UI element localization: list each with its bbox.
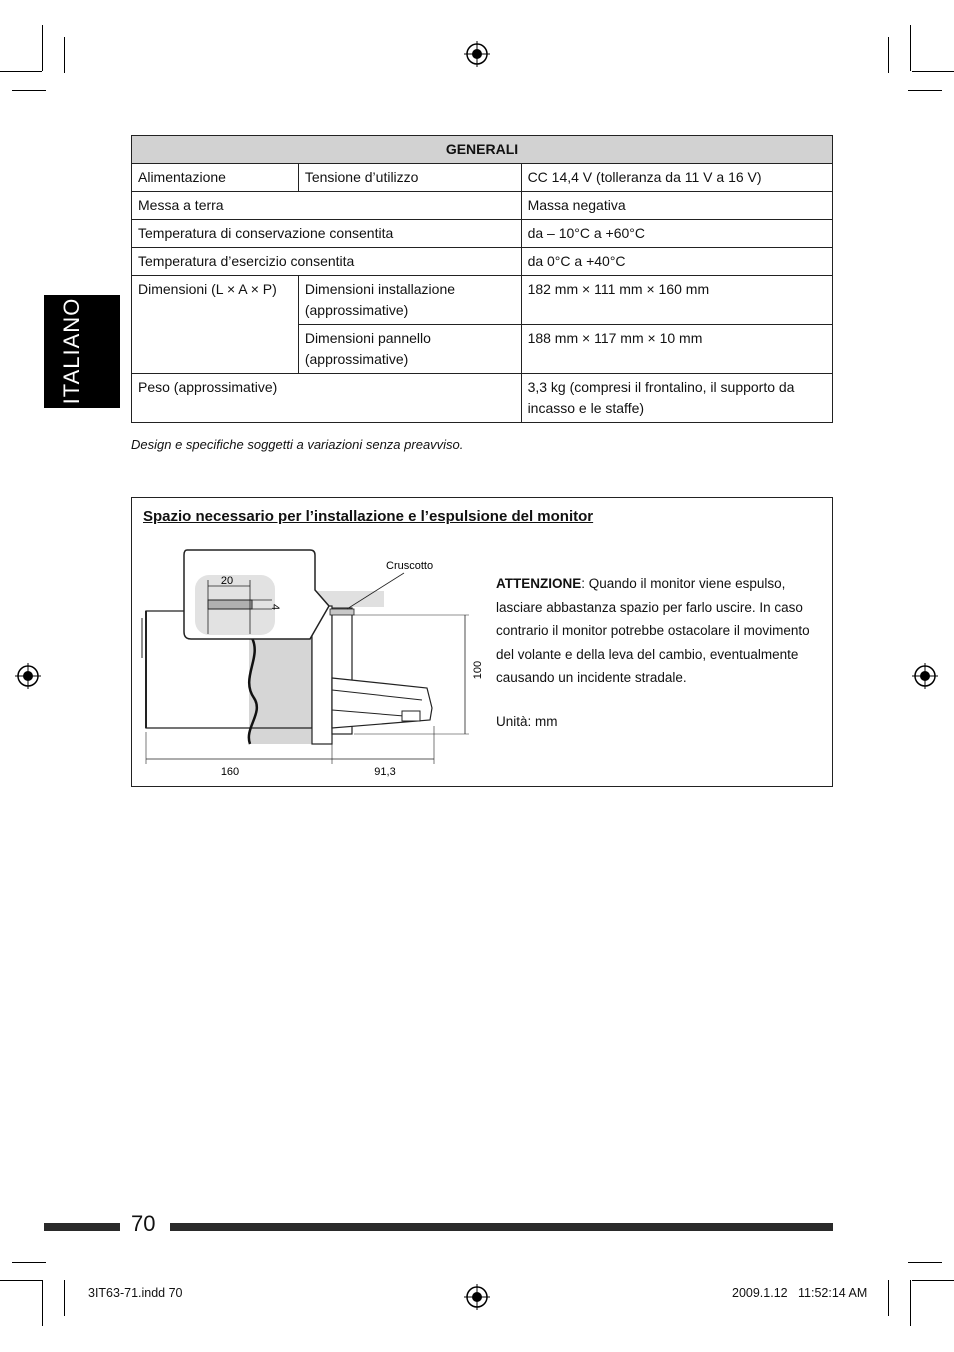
- diagram-hatch: [330, 609, 354, 615]
- table-cell: Tensione d’utilizzo: [298, 164, 521, 192]
- crop-mark: [0, 71, 42, 72]
- registration-mark-icon: [912, 663, 938, 689]
- crop-mark: [908, 1262, 942, 1263]
- footer-date-info: 2009.1.12 11:52:14 AM: [732, 1286, 868, 1300]
- diagram-hatch: [208, 600, 252, 609]
- crop-mark: [0, 1280, 42, 1281]
- table-cell: CC 14,4 V (tolleranza da 11 V a 16 V): [521, 164, 832, 192]
- table-cell: Dimensioni installazione (approssimative): [298, 276, 521, 325]
- table-header: GENERALI: [132, 136, 833, 164]
- page-number: 70: [131, 1211, 156, 1236]
- table-row: [132, 164, 833, 192]
- crop-mark: [910, 1280, 911, 1326]
- crop-mark: [12, 1262, 46, 1263]
- table-row: [132, 248, 833, 276]
- language-tab-label: ITALIANO: [59, 297, 84, 405]
- installation-title: Spazio necessario per l’installazione e l’espulsione del monitor: [143, 508, 594, 525]
- footer-bar-right: [170, 1223, 833, 1231]
- crop-mark: [42, 1280, 43, 1326]
- diagram-dim-20: 20: [220, 575, 234, 587]
- table-row: [132, 374, 833, 423]
- table-row: [132, 220, 833, 248]
- crop-mark: [888, 37, 889, 73]
- crop-mark: [64, 1280, 65, 1316]
- warning-text: : Quando il monitor viene espulso, lasciare abbastanza spazio per farlo uscire. In caso contrario il monitor potrebbe ostacolare il movimento del volante e della leva del cambio, eventualmente causando un incidente stradale.: [496, 576, 810, 685]
- installation-diagram: [132, 498, 492, 786]
- diagram-dim-160: 160: [220, 766, 240, 778]
- table-cell: Messa a terra: [132, 192, 522, 220]
- diagram-dim-91-3: 91,3: [374, 766, 396, 778]
- table-row: [132, 192, 833, 220]
- warning-paragraph: [496, 572, 826, 690]
- registration-mark-icon: [15, 663, 41, 689]
- registration-mark-icon: [464, 1284, 490, 1310]
- unit-label: Unità: mm: [496, 714, 558, 729]
- warning-label: ATTENZIONE: [496, 576, 582, 591]
- crop-mark: [64, 37, 65, 73]
- crop-mark: [910, 25, 911, 71]
- crop-mark: [888, 1280, 889, 1316]
- footer-bar-left: [44, 1223, 120, 1231]
- table-cell: 188 mm × 117 mm × 10 mm: [521, 325, 832, 374]
- table-cell: Temperatura di conservazione consentita: [132, 220, 522, 248]
- crop-mark: [12, 90, 46, 91]
- disclaimer-note: Design e specifiche soggetti a variazioni senza preavviso.: [131, 437, 464, 452]
- footer-file-info: 3IT63-71.indd 70: [88, 1286, 183, 1300]
- table-cell: Dimensioni pannello (approssimative): [298, 325, 521, 374]
- table-header-row: [132, 136, 833, 164]
- table-cell: Alimentazione: [132, 164, 299, 192]
- diagram-handle: [402, 711, 420, 721]
- diagram-dashboard-label: Cruscotto: [386, 560, 434, 572]
- table-cell: Massa negativa: [521, 192, 832, 220]
- installation-box: [131, 497, 833, 787]
- crop-mark: [908, 90, 942, 91]
- table-cell: da 0°C a +40°C: [521, 248, 832, 276]
- table-cell: Dimensioni (L × A × P): [132, 276, 299, 374]
- diagram-dim-100: 100: [472, 660, 484, 680]
- crop-mark: [42, 25, 43, 71]
- table-cell: Peso (approssimative): [132, 374, 522, 423]
- table-row: [132, 276, 833, 325]
- table-cell: 3,3 kg (compresi il frontalino, il supporto da incasso e le staffe): [521, 374, 832, 423]
- spec-table: [131, 135, 833, 423]
- table-cell: 182 mm × 111 mm × 160 mm: [521, 276, 832, 325]
- crop-mark: [912, 1280, 954, 1281]
- registration-mark-icon: [464, 41, 490, 67]
- table-cell: Temperatura d’esercizio consentita: [132, 248, 522, 276]
- diagram-dim-4: 4: [269, 604, 281, 611]
- crop-mark: [912, 71, 954, 72]
- table-cell: da – 10°C a +60°C: [521, 220, 832, 248]
